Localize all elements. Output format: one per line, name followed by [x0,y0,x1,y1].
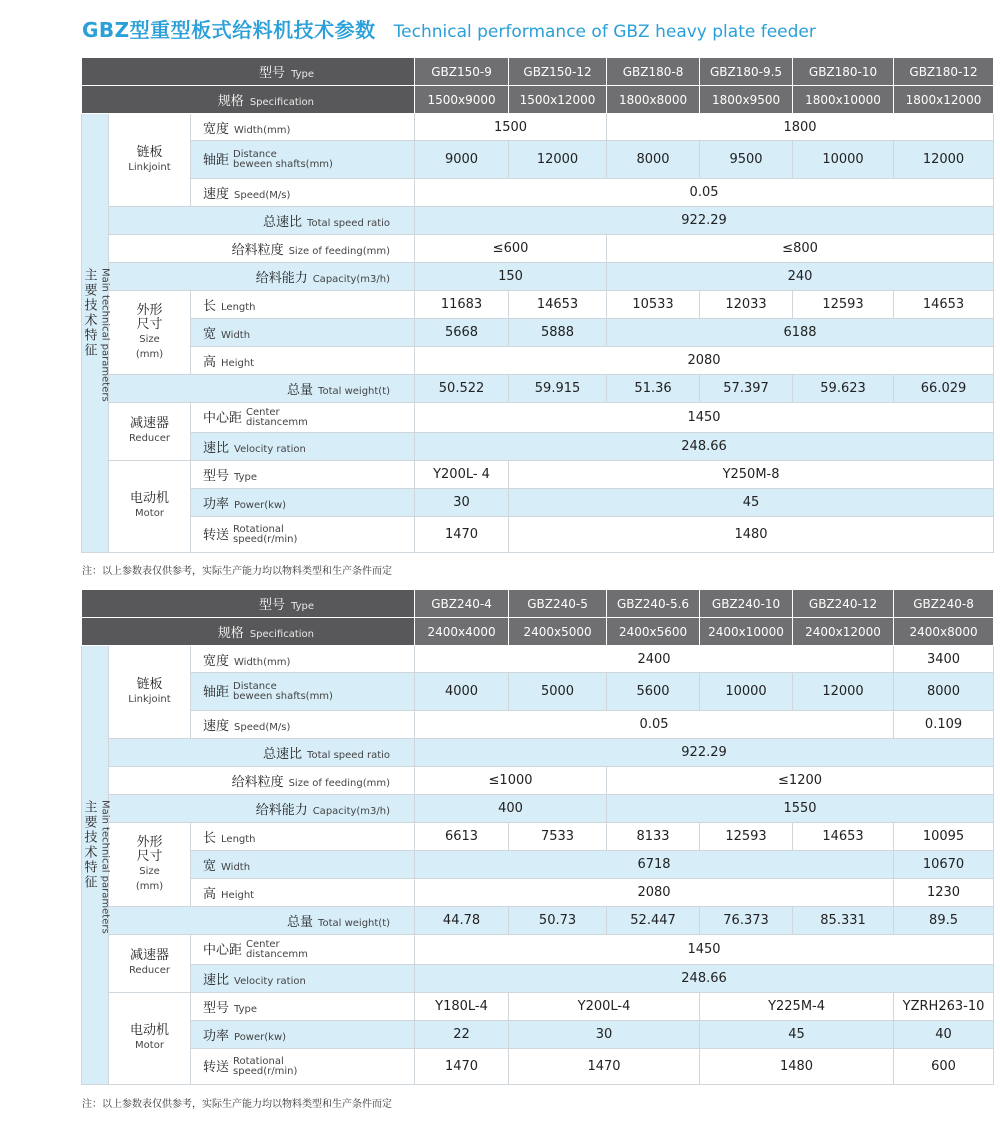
center-row [82,403,994,433]
model-cell: GBZ240-5.6 [607,590,700,618]
shaft-value: 9000 [415,141,509,179]
length-row [82,291,994,319]
speed-row [82,179,994,207]
power-label: 功率 Power(kw) [191,1021,415,1049]
capacity-value: 1550 [607,795,994,823]
speed-value: 0.109 [894,711,994,739]
velocity-ratio-label: 速比 Velocity ration [191,433,415,461]
model-label: 型号 Type [82,590,415,618]
feedsize-value: ≤1200 [607,767,994,795]
length-value: 10095 [894,823,994,851]
model-cell: GBZ240-12 [793,590,894,618]
size-width-row [82,851,994,879]
model-cell: GBZ180-9.5 [700,58,793,86]
motor-type-label: 型号 Type [191,461,415,489]
width-value: 1800 [607,114,994,141]
weight-row [82,907,994,935]
size-width-value: 5668 [415,319,509,347]
length-row [82,823,994,851]
feedsize-label: 给料粒度 Size of feeding(mm) [109,767,415,795]
length-value: 12593 [793,291,894,319]
capacity-value: 400 [415,795,607,823]
feedsize-value: ≤1000 [415,767,607,795]
speed-label: 速度 Speed(M/s) [191,179,415,207]
weight-value: 51.36 [607,375,700,403]
capacity-row [82,795,994,823]
height-label: 高 Height [191,879,415,907]
reducer-group: 减速器 Reducer [109,403,191,461]
capacity-label: 给料能力 Capacity(m3/h) [109,263,415,291]
footnote: 注：以上参数表仅供参考，实际生产能力均以物料类型和生产条件而定 [82,1099,392,1110]
center-label: 中心距 Center distancemm [191,935,415,965]
weight-value: 50.73 [509,907,607,935]
feedsize-value: ≤800 [607,235,994,263]
rotational-value: 1470 [509,1049,700,1085]
spec-cell: 2400x5600 [607,618,700,646]
size-width-value: 6188 [607,319,994,347]
rotational-row [82,1049,994,1085]
feedsize-row [82,767,994,795]
rotational-value: 600 [894,1049,994,1085]
linkjoint-group: 链板 Linkjoint [109,646,191,739]
motor-type-value: Y200L- 4 [415,461,509,489]
shaft-value: 10000 [700,673,793,711]
capacity-value: 240 [607,263,994,291]
spec-cell: 2400x4000 [415,618,509,646]
velocity-ratio-row [82,965,994,993]
ratio-row [82,739,994,767]
reducer-group: 减速器 Reducer [109,935,191,993]
ratio-value: 922.29 [415,739,994,767]
spec-cell: 2400x12000 [793,618,894,646]
motor-type-label: 型号 Type [191,993,415,1021]
size-width-value: 10670 [894,851,994,879]
height-value: 2080 [415,879,894,907]
width-row [82,114,994,141]
center-value: 1450 [415,403,994,433]
width-value: 3400 [894,646,994,673]
title-chinese: GBZ型重型板式给料机技术参数 [82,18,376,42]
model-cell: GBZ180-12 [894,58,994,86]
shaft-value: 12000 [509,141,607,179]
spec-cell: 2400x8000 [894,618,994,646]
spec-cell: 1800x10000 [793,86,894,114]
length-value: 14653 [894,291,994,319]
size-width-label: 宽 Width [191,319,415,347]
shaft-value: 12000 [793,673,894,711]
shaft-row [82,673,994,711]
spec-cell: 1800x9500 [700,86,793,114]
rotational-row [82,517,994,553]
length-value: 8133 [607,823,700,851]
rotational-value: 1480 [700,1049,894,1085]
main-parameters-label: 主要技术特征 Main technical parameters [82,646,109,1085]
speed-value: 0.05 [415,179,994,207]
power-label: 功率 Power(kw) [191,489,415,517]
capacity-label: 给料能力 Capacity(m3/h) [109,795,415,823]
height-row [82,879,994,907]
title-english: Technical performance of GBZ heavy plate feeder [393,22,816,42]
spec-row [82,86,994,114]
weight-value: 57.397 [700,375,793,403]
size-width-value: 5888 [509,319,607,347]
height-value: 1230 [894,879,994,907]
feedsize-value: ≤600 [415,235,607,263]
model-cell: GBZ240-5 [509,590,607,618]
power-value: 45 [700,1021,894,1049]
size-group: 外形 尺寸 Size (mm) [109,291,191,375]
width-value: 2400 [415,646,894,673]
shaft-value: 8000 [607,141,700,179]
shaft-value: 4000 [415,673,509,711]
velocity-ratio-label: 速比 Velocity ration [191,965,415,993]
model-cell: GBZ240-10 [700,590,793,618]
weight-value: 66.029 [894,375,994,403]
model-cell: GBZ240-8 [894,590,994,618]
speed-value: 0.05 [415,711,894,739]
width-value: 1500 [415,114,607,141]
spec-table-gbz240 [81,589,994,1085]
ratio-value: 922.29 [415,207,994,235]
height-row [82,347,994,375]
velocity-ratio-value: 248.66 [415,433,994,461]
power-row [82,489,994,517]
rotational-label: 转送 Rotational speed(r/min) [191,517,415,553]
page-title [82,14,816,46]
power-row [82,1021,994,1049]
motor-type-row [82,461,994,489]
length-value: 12593 [700,823,793,851]
power-value: 30 [415,489,509,517]
length-value: 11683 [415,291,509,319]
center-label: 中心距 Center distancemm [191,403,415,433]
model-row [82,590,994,618]
spec-table-gbz150-180 [81,57,994,553]
power-value: 30 [509,1021,700,1049]
length-value: 12033 [700,291,793,319]
motor-type-value: Y250M-8 [509,461,994,489]
weight-label: 总量 Total weight(t) [109,907,415,935]
model-cell: GBZ180-10 [793,58,894,86]
speed-label: 速度 Speed(M/s) [191,711,415,739]
shaft-value: 5000 [509,673,607,711]
linkjoint-group: 链板 Linkjoint [109,114,191,207]
model-cell: GBZ150-12 [509,58,607,86]
shaft-value: 8000 [894,673,994,711]
spec-cell: 2400x10000 [700,618,793,646]
rotational-value: 1470 [415,1049,509,1085]
length-label: 长 Length [191,823,415,851]
weight-value: 44.78 [415,907,509,935]
model-cell: GBZ150-9 [415,58,509,86]
weight-value: 89.5 [894,907,994,935]
size-width-value: 6718 [415,851,894,879]
rotational-value: 1470 [415,517,509,553]
spec-cell: 1800x12000 [894,86,994,114]
model-cell: GBZ240-4 [415,590,509,618]
length-value: 14653 [509,291,607,319]
shaft-row [82,141,994,179]
shaft-label: 轴距 Distance beween shafts(mm) [191,673,415,711]
motor-type-value: Y200L-4 [509,993,700,1021]
center-row [82,935,994,965]
power-value: 22 [415,1021,509,1049]
size-width-label: 宽 Width [191,851,415,879]
center-value: 1450 [415,935,994,965]
model-label: 型号 Type [82,58,415,86]
length-value: 7533 [509,823,607,851]
size-width-row [82,319,994,347]
width-row [82,646,994,673]
shaft-value: 9500 [700,141,793,179]
weight-row [82,375,994,403]
length-value: 6613 [415,823,509,851]
ratio-label: 总速比 Total speed ratio [109,739,415,767]
weight-value: 52.447 [607,907,700,935]
speed-row [82,711,994,739]
footnote: 注：以上参数表仅供参考，实际生产能力均以物料类型和生产条件而定 [82,566,392,577]
feedsize-row [82,235,994,263]
shaft-value: 10000 [793,141,894,179]
model-cell: GBZ180-8 [607,58,700,86]
size-group: 外形 尺寸 Size (mm) [109,823,191,907]
ratio-label: 总速比 Total speed ratio [109,207,415,235]
rotational-label: 转送 Rotational speed(r/min) [191,1049,415,1085]
model-row [82,58,994,86]
weight-value: 59.623 [793,375,894,403]
power-value: 45 [509,489,994,517]
spec-row [82,618,994,646]
height-value: 2080 [415,347,994,375]
shaft-label: 轴距 Distance beween shafts(mm) [191,141,415,179]
motor-type-value: Y225M-4 [700,993,894,1021]
height-label: 高 Height [191,347,415,375]
velocity-ratio-value: 248.66 [415,965,994,993]
shaft-value: 5600 [607,673,700,711]
weight-label: 总量 Total weight(t) [109,375,415,403]
spec-cell: 1500x9000 [415,86,509,114]
power-value: 40 [894,1021,994,1049]
motor-group: 电动机 Motor [109,461,191,553]
motor-type-value: Y180L-4 [415,993,509,1021]
ratio-row [82,207,994,235]
shaft-value: 12000 [894,141,994,179]
spec-label: 规格 Specification [82,618,415,646]
velocity-ratio-row [82,433,994,461]
spec-cell: 1800x8000 [607,86,700,114]
feedsize-label: 给料粒度 Size of feeding(mm) [109,235,415,263]
weight-value: 50.522 [415,375,509,403]
capacity-row [82,263,994,291]
main-parameters-label: 主要技术特征 Main technical parameters [82,114,109,553]
spec-cell: 1500x12000 [509,86,607,114]
weight-value: 85.331 [793,907,894,935]
capacity-value: 150 [415,263,607,291]
rotational-value: 1480 [509,517,994,553]
weight-value: 59.915 [509,375,607,403]
motor-type-row [82,993,994,1021]
length-label: 长 Length [191,291,415,319]
motor-type-value: YZRH263-10 [894,993,994,1021]
width-label: 宽度 Width(mm) [191,114,415,141]
spec-cell: 2400x5000 [509,618,607,646]
weight-value: 76.373 [700,907,793,935]
length-value: 10533 [607,291,700,319]
spec-label: 规格 Specification [82,86,415,114]
length-value: 14653 [793,823,894,851]
motor-group: 电动机 Motor [109,993,191,1085]
width-label: 宽度 Width(mm) [191,646,415,673]
